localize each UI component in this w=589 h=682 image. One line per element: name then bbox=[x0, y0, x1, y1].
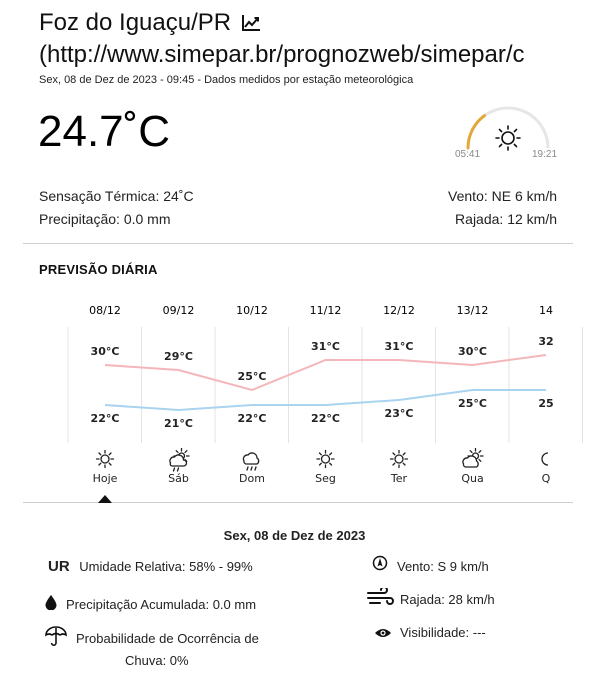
rain-probability-line2: Chuva: 0% bbox=[125, 653, 189, 668]
detail-date: Sex, 08 de Dez de 2023 bbox=[223, 528, 366, 543]
rain-probability-line1: Probabilidade de Ocorrência de bbox=[76, 631, 259, 646]
detail-wind: Vento: S 9 km/h bbox=[397, 559, 489, 574]
max-temp-label: 31°C bbox=[311, 340, 340, 353]
umbrella-icon bbox=[44, 626, 68, 648]
forecast-date: 13/12 bbox=[456, 304, 489, 317]
forecast-day-name: Dom bbox=[239, 472, 265, 485]
forecast-day-name: Hoje bbox=[92, 472, 118, 485]
sunrise-time: 05:41 bbox=[455, 149, 481, 160]
forecast-date: 11/12 bbox=[309, 304, 342, 317]
city-title: Foz do Iguaçu/PR bbox=[39, 8, 261, 38]
humidity-row bbox=[48, 558, 253, 575]
forecast-day-name: Ter bbox=[390, 472, 408, 485]
eye-icon bbox=[374, 627, 392, 639]
forecast-day-name: Qua bbox=[461, 472, 484, 485]
max-temp-label: 30°C bbox=[90, 345, 120, 358]
source-url[interactable]: (http://www.simepar.br/prognozweb/simepar/c bbox=[39, 41, 525, 68]
gust: Rajada: 12 km/h bbox=[455, 211, 557, 227]
drop-icon bbox=[44, 594, 58, 610]
sun-icon bbox=[496, 126, 520, 150]
compass-icon bbox=[372, 555, 388, 571]
forecast-date: 08/12 bbox=[89, 304, 121, 317]
rain-cloud-icon bbox=[243, 453, 258, 470]
measurement-timestamp: Sex, 08 de Dez de 2023 - 09:45 - Dados medidos por estação meteorológica bbox=[39, 74, 414, 86]
trend-chart-icon[interactable] bbox=[241, 14, 261, 32]
detail-gust: Rajada: 28 km/h bbox=[400, 592, 495, 607]
min-temp-label: 23°C bbox=[384, 407, 414, 420]
partly-cloudy-icon bbox=[463, 449, 483, 468]
min-temp-label: 25 bbox=[538, 397, 554, 410]
humidity-value: Umidade Relativa: 58% - 99% bbox=[79, 559, 253, 574]
max-temp-label: 29°C bbox=[164, 350, 193, 363]
wind-gust-icon bbox=[366, 588, 394, 608]
min-temp-label: 21°C bbox=[164, 417, 193, 430]
forecast-day-name: Q bbox=[541, 472, 551, 485]
precipitation: Precipitação: 0.0 mm bbox=[39, 211, 171, 227]
ur-tag: UR bbox=[48, 558, 70, 575]
max-temp-label: 31°C bbox=[384, 340, 414, 353]
feels-like: Sensação Térmica: 24˚C bbox=[39, 188, 194, 204]
forecast-date: 14 bbox=[539, 304, 553, 317]
min-temp-label: 25°C bbox=[458, 397, 487, 410]
min-temp-label: 22°C bbox=[311, 412, 340, 425]
min-temp-label: 22°C bbox=[90, 412, 120, 425]
sun-rain-icon bbox=[170, 449, 189, 472]
forecast-day-name: Seg bbox=[315, 472, 336, 485]
forecast-day-name: Sáb bbox=[168, 472, 189, 485]
sun-icon bbox=[317, 451, 334, 468]
sun-icon bbox=[97, 451, 114, 468]
sun-icon bbox=[391, 451, 408, 468]
divider bbox=[23, 243, 573, 244]
daily-forecast-title: PREVISÃO DIÁRIA bbox=[39, 262, 158, 277]
sun-arc-progress bbox=[468, 116, 485, 148]
daily-forecast-chart[interactable] bbox=[0, 295, 589, 495]
visibility: Visibilidade: --- bbox=[400, 625, 486, 640]
min-temp-label: 22°C bbox=[237, 412, 267, 425]
forecast-date: 09/12 bbox=[162, 304, 195, 317]
forecast-date: 10/12 bbox=[236, 304, 268, 317]
max-temp-label: 30°C bbox=[458, 345, 487, 358]
moon-icon bbox=[542, 453, 548, 465]
sunset-time: 19:21 bbox=[532, 149, 558, 160]
max-temp-label: 32 bbox=[538, 335, 554, 348]
forecast-date: 12/12 bbox=[383, 304, 415, 317]
current-temperature: 24.7˚C bbox=[38, 107, 171, 156]
max-temp-label: 25°C bbox=[237, 370, 267, 383]
selected-day-pointer bbox=[98, 495, 112, 503]
wind: Vento: NE 6 km/h bbox=[448, 188, 557, 204]
accumulated-precipitation: Precipitação Acumulada: 0.0 mm bbox=[66, 597, 257, 612]
